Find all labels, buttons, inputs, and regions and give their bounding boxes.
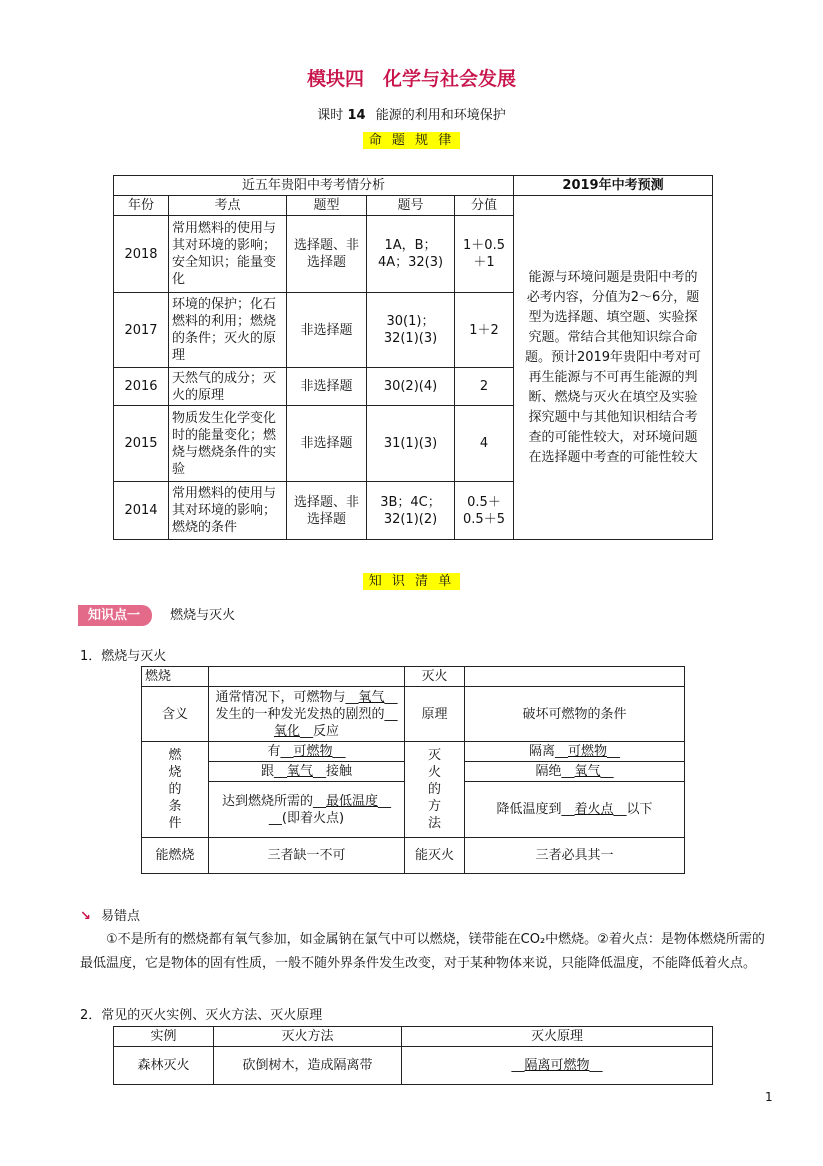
method-2: 隔绝__氧气__ [465,762,685,782]
lesson-line [0,104,823,123]
col-header: 考点 [169,196,287,216]
item1-title: 1．燃烧与灭火 [80,649,167,664]
lesson-number: 14 [347,108,366,123]
section1-tag-wrap [0,129,823,148]
analysis-table [113,175,713,540]
forecast-header: 2019年中考预测 [514,176,713,196]
num-cell: 30(2)(4) [367,368,455,406]
score-cell: 2 [455,368,514,406]
error-note-text: ①不是所有的燃烧都有氧气参加，如金属钠在氯气中可以燃烧，镁带能在CO₂中燃烧。②着火点：是物体燃烧所需的最低温度，它是物体的固有性质，一般不随外界条件发生改变，对于某种物体来说，只能降低温度，不能降低着火点。 [80,932,765,971]
col-header: 分值 [455,196,514,216]
num-cell: 1A，B；4A；32(3) [367,216,455,293]
error-note-header [80,905,140,924]
example-cell: 森林灭火 [114,1047,214,1085]
def-text: 反应 [313,723,340,739]
analysis-main-header: 近五年贵阳中考考情分析 [114,176,514,196]
col-header: 题型 [287,196,367,216]
can-extinguish-text: 三者必具其一 [465,838,685,874]
section1-tag: 命 题 规 律 [363,132,460,149]
topic-cell: 常用燃料的使用与其对环境的影响；安全知识；能量变化 [169,216,287,293]
knowledge-point-header [78,604,235,623]
section2-tag: 知 识 清 单 [363,573,460,590]
knowledge-point-title: 燃烧与灭火 [170,608,236,623]
col-header: 灭火原理 [402,1027,713,1047]
condition-label: 燃 烧 的 条 件 [142,742,209,838]
can-burn-label: 能燃烧 [142,838,209,874]
page-number: 1 [765,1090,773,1104]
method-1: 隔离__可燃物__ [465,742,685,762]
forecast-text: 能源与环境问题是贵阳中考的必考内容，分值为2～6分，题型为选择题、填空题、实验探究题。常结合其他知识综合命题。预计2019年贵阳中考对可再生能源与不可再生能源的判断、燃烧与灭火在填空及实验探究题中与其他知识相结合考查的可能性较大，对环境问题在选择题中考查的可能性较大 [514,196,713,540]
col-header: 年份 [114,196,169,216]
knowledge-point-badge: 知识点一 [78,605,152,626]
col-header: 题号 [367,196,455,216]
condition-1: 有__可燃物__ [209,742,405,762]
can-extinguish-label: 能灭火 [405,838,465,874]
method-cell: 砍倒树木，造成隔离带 [214,1047,402,1085]
lesson-title: 能源的利用和环境保护 [375,108,506,123]
topic-cell: 常用燃料的使用与其对环境的影响；燃烧的条件 [169,482,287,540]
year-cell: 2014 [114,482,169,540]
num-cell: 3B；4C；32(1)(2) [367,482,455,540]
def-fill: 氧化 [273,723,300,739]
def-fill: 氧气 [358,689,385,705]
score-cell: 1＋0.5＋1 [455,216,514,293]
fire-example-table [113,1026,713,1085]
col-header: 实例 [114,1027,214,1047]
year-cell: 2017 [114,293,169,368]
type-cell: 选择题、非选择题 [287,482,367,540]
lesson-label: 课时 [317,108,344,123]
method-label: 灭 火 的 方 法 [405,742,465,838]
type-cell: 选择题、非选择题 [287,216,367,293]
can-burn-text: 三者缺一不可 [209,838,405,874]
type-cell: 非选择题 [287,368,367,406]
year-cell: 2015 [114,406,169,482]
principle-text: 破坏可燃物的条件 [465,687,685,742]
table-row [114,1047,713,1085]
score-cell: 0.5＋0.5＋5 [455,482,514,540]
topic-cell: 物质发生化学变化时的能量变化；燃烧与燃烧条件的实验 [169,406,287,482]
type-cell: 非选择题 [287,293,367,368]
year-cell: 2016 [114,368,169,406]
section2-tag-wrap [0,570,823,589]
definition-cell: 通常情况下，可燃物与__氧气__发生的一种发光发热的剧烈的__氧化__反应 [209,687,405,742]
score-cell: 4 [455,406,514,482]
module-title: 模块四 化学与社会发展 [306,68,516,90]
item2-title: 2．常见的灭火实例、灭火方法、灭火原理 [80,1008,323,1023]
num-cell: 31(1)(3) [367,406,455,482]
principle-cell: __隔离可燃物__ [402,1047,713,1085]
condition-3: 达到燃烧所需的__最低温度__ __(即着火点) [209,782,405,838]
condition-2: 跟__氧气__接触 [209,762,405,782]
year-cell: 2018 [114,216,169,293]
col-header: 灭火方法 [214,1027,402,1047]
topic-cell: 环境的保护；化石燃料的利用；燃烧的条件；灭火的原理 [169,293,287,368]
def-text: 通常情况下，可燃物与 [215,689,346,705]
arrow-icon: ↘ [80,909,91,924]
col-extinguish: 灭火 [405,667,465,687]
principle-label: 原理 [405,687,465,742]
combustion-table [141,666,685,874]
topic-cell: 天然气的成分；灭火的原理 [169,368,287,406]
type-cell: 非选择题 [287,406,367,482]
col-combustion: 燃烧 [142,667,209,687]
score-cell: 1＋2 [455,293,514,368]
error-note-title: 易错点 [101,909,141,924]
num-cell: 30(1)；32(1)(3) [367,293,455,368]
method-3: 降低温度到__着火点__以下 [465,782,685,838]
def-label: 含义 [142,687,209,742]
def-text: 发生的一种发光发热的剧烈的 [215,706,385,722]
